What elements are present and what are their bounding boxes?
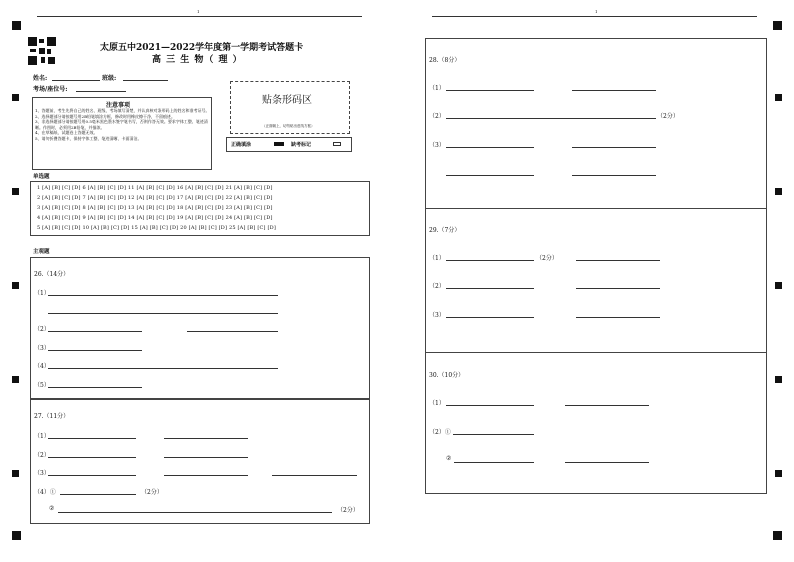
corner-marker-bl [12,531,21,540]
q27-box [30,399,370,524]
q29-box [425,208,767,353]
mc-row[interactable]: 3 [A] [B] [C] [D] 8 [A] [B] [C] [D] 13 [A] [B] [C] [D] 18 [A] [B] [C] [D] 23 [A] [B] [C] [D] [37,205,273,211]
notice-item: 1、答题前，考生先将自己的姓名、班级、考场填写清楚，并认真核对条形码上的姓名和准考证号。 [35,108,210,113]
top-rule-right [432,16,757,17]
q27-s3-answer-line-3[interactable] [272,475,357,476]
corner-marker-br [773,531,782,540]
page-mark-left: 1 [197,9,200,14]
q30-title: 30.（10分） [429,372,465,379]
side-marker [12,282,19,289]
q30-s1-answer-line[interactable] [446,405,534,406]
room-label: 考场/座位号: [33,86,68,93]
correct-fill-label: 正确填涂 [231,142,252,148]
q26-s1-answer-line[interactable] [48,295,278,296]
q27-s4b-points: （2分） [337,507,359,514]
q30-s2b-answer-line-2[interactable] [565,462,649,463]
q27-s1-answer-line-2[interactable] [164,438,248,439]
side-marker [12,376,19,383]
notice-item: 3、非选择题部分请按题号用0.5毫米黑色墨水签字笔书写，否则作答无效。要求字体工整、笔迹清晰。作图时，必须用2B铅笔，并描浓。 [35,119,208,130]
q29-s2-label: （2） [429,283,445,290]
qr-code [28,37,56,65]
q30-s2-label: （2）① [429,429,451,436]
q27-s3-answer-line[interactable] [48,475,136,476]
correct-fill-sample [274,142,284,146]
q26-title: 26.（14分） [34,271,70,278]
q29-s3-label: （3） [429,312,445,319]
side-marker [775,376,782,383]
q27-s1-answer-line[interactable] [48,438,136,439]
q26-s4-answer-line[interactable] [48,368,278,369]
name-field[interactable] [52,80,100,81]
mc-section-label: 单选题 [33,174,50,180]
notice-item: 2、选择题部分请按题号用2B铅笔填涂方框，修改时用橡皮擦干净，不留痕迹。 [35,113,176,119]
q27-s4-answer-line[interactable] [60,494,136,495]
q29-s1-answer-line-2[interactable] [576,260,660,261]
q27-s4b-label: ② [49,505,55,512]
absent-mark-box[interactable] [333,142,341,146]
mc-row[interactable]: 5 [A] [B] [C] [D] 10 [A] [B] [C] [D] 15 [A] [B] [C] [D] 20 [A] [B] [C] [D] 25 [A] [B] [C] [D] [37,225,277,231]
class-label: 班级: [102,75,117,82]
top-rule-left [37,16,362,17]
q30-s1-answer-line-2[interactable] [565,405,649,406]
barcode-note: （正面朝上，切勿贴出虚线方框） [262,124,315,128]
q27-s2-answer-line[interactable] [48,457,136,458]
q28-s1-answer-line[interactable] [446,90,534,91]
notice-title: 注意事项 [106,102,131,109]
q28-s2-points: （2分） [657,113,679,120]
q30-s2-answer-line[interactable] [453,434,534,435]
q28-s2-label: （2） [429,113,445,120]
exam-title: 太原五中2021—2022学年度第一学期考试答题卡 [100,43,304,53]
q26-box [30,257,370,399]
q30-s2b-answer-line[interactable] [454,462,534,463]
notice-item: 5、请勿折叠答题卡，保持字体工整、笔迹清晰、卡面清洁。 [35,135,142,141]
q27-s2-label: （2） [34,452,50,459]
q26-s3-answer-line[interactable] [48,350,142,351]
q27-s2-answer-line-2[interactable] [164,457,248,458]
side-marker [12,470,19,477]
q29-s1-answer-line[interactable] [446,260,534,261]
q26-s2-label: （2） [34,326,50,333]
q26-s2-answer-line[interactable] [48,331,142,332]
q28-s3-label: （3） [429,142,445,149]
q28-title: 28.（8分） [429,57,461,64]
q29-s3-answer-line[interactable] [446,317,534,318]
q26-s1-answer-line-2[interactable] [48,313,278,314]
q29-s1-points: （2分） [536,255,558,262]
mc-row[interactable]: 2 [A] [B] [C] [D] 7 [A] [B] [C] [D] 12 [A] [B] [C] [D] 17 [A] [B] [C] [D] 22 [A] [B] [C] [D] [37,195,273,201]
q26-s3-label: （3） [34,345,50,352]
corner-marker-tl [12,21,21,30]
q29-s3-answer-line-2[interactable] [576,317,660,318]
absent-mark-label: 缺考标记 [291,142,312,148]
q29-title: 29.（7分） [429,227,461,234]
q26-s1-label: （1） [34,290,50,297]
q26-s5-answer-line[interactable] [48,387,142,388]
q28-s1-answer-line-2[interactable] [572,90,656,91]
q27-s3-answer-line-2[interactable] [164,475,248,476]
q30-s1-label: （1） [429,400,445,407]
q28-s3-answer-line[interactable] [446,147,534,148]
q26-s5-label: （5） [34,382,50,389]
notice-item: 4、在草稿纸、试题卷上答题无效。 [35,130,98,136]
class-field[interactable] [123,80,168,81]
side-marker [775,188,782,195]
subjective-label: 主观题 [33,249,50,255]
q27-s4-label: （4）① [34,489,56,496]
q27-s3-label: （3） [34,470,50,477]
q26-s4-label: （4） [34,363,50,370]
q27-s4-points: （2分） [141,489,163,496]
q29-s2-answer-line-2[interactable] [576,288,660,289]
side-marker [775,470,782,477]
room-field[interactable] [76,91,126,92]
q28-s1-label: （1） [429,85,445,92]
q27-s1-label: （1） [34,433,50,440]
q29-s2-answer-line[interactable] [446,288,534,289]
side-marker [775,282,782,289]
q30-s2b-label: ② [446,455,452,462]
subject-title: 高 三 生 物（ 理 ） [152,55,243,65]
q27-s4b-answer-line[interactable] [58,512,332,513]
q26-s2-answer-line-2[interactable] [187,331,278,332]
q28-s2-answer-line[interactable] [446,118,656,119]
q28-s3-answer-line-2[interactable] [572,147,656,148]
q29-s1-label: （1） [429,255,445,262]
mc-row[interactable]: 1 [A] [B] [C] [D] 6 [A] [B] [C] [D] 11 [A] [B] [C] [D] 16 [A] [B] [C] [D] 21 [A] [B] [C] [D] [37,185,273,191]
barcode-title: 贴条形码区 [262,95,312,106]
mc-row[interactable]: 4 [A] [B] [C] [D] 9 [A] [B] [C] [D] 14 [A] [B] [C] [D] 19 [A] [B] [C] [D] 24 [A] [B] [C] [D] [37,215,273,221]
corner-marker-tr [773,21,782,30]
side-marker [12,94,19,101]
notice-text [35,108,210,142]
q28-s3-answer-line-3[interactable] [446,175,534,176]
name-label: 姓名: [33,75,48,82]
q28-s3-answer-line-4[interactable] [572,175,656,176]
q28-box [425,38,767,209]
side-marker [12,188,19,195]
side-marker [775,94,782,101]
q27-title: 27.（11分） [34,413,70,420]
q30-box [425,352,767,494]
page-mark-right: 1 [595,9,598,14]
